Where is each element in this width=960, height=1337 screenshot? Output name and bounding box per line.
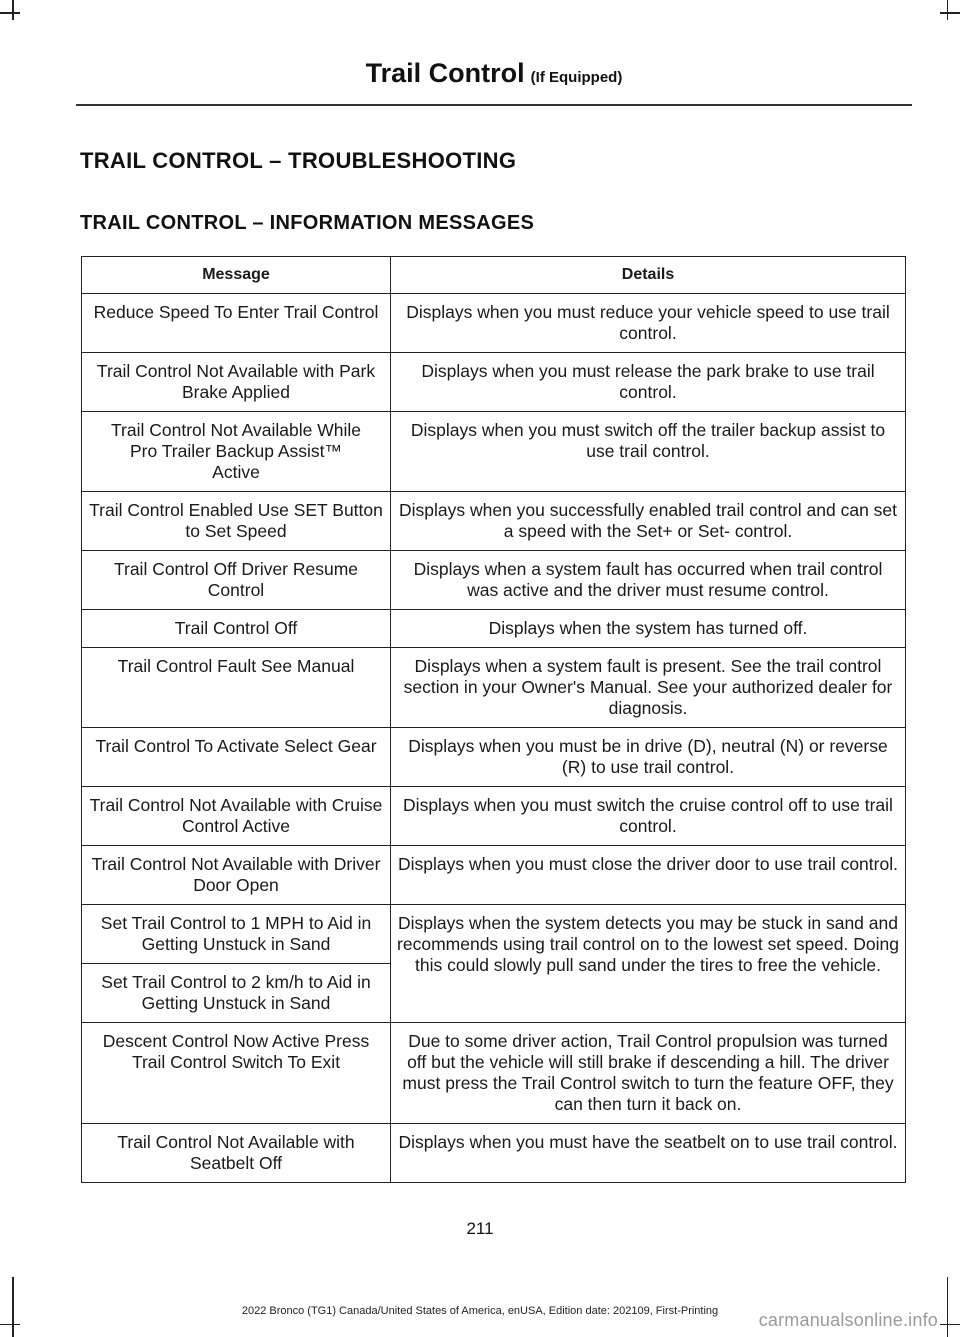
header-title: Trail Control <box>365 58 525 88</box>
table-row <box>82 294 906 353</box>
message-cell: Trail Control Off Driver Resume Control <box>82 551 391 610</box>
details-cell: Displays when you must have the seatbelt on to use trail control. <box>391 1124 906 1183</box>
table-row <box>82 610 906 648</box>
crop-mark-top-right <box>940 12 960 14</box>
details-cell: Displays when you must be in drive (D), neutral (N) or reverse (R) to use trail control. <box>391 728 906 787</box>
details-cell: Displays when you must reduce your vehicle speed to use trail control. <box>391 294 906 353</box>
message-cell: Trail Control To Activate Select Gear <box>82 728 391 787</box>
details-cell: Displays when the system detects you may be stuck in sand and recommends using trail control on to the lowest set speed. Doing this could slowly pull sand under the tires to free the vehicle. <box>391 905 906 1023</box>
details-cell: Displays when you must switch the cruise control off to use trail control. <box>391 787 906 846</box>
table-row <box>82 492 906 551</box>
message-cell: Trail Control Not Available with Driver Door Open <box>82 846 391 905</box>
details-cell: Displays when the system has turned off. <box>391 610 906 648</box>
column-header-details: Details <box>391 257 906 294</box>
page-number: 211 <box>466 1219 494 1238</box>
details-cell: Displays when you must switch off the trailer backup assist to use trail control. <box>391 412 906 492</box>
section-title: TRAIL CONTROL – TROUBLESHOOTING <box>80 148 517 173</box>
details-cell: Displays when a system fault has occurred when trail control was active and the driver must resume control. <box>391 551 906 610</box>
header-rule <box>76 104 912 106</box>
crop-mark-bottom-left <box>0 1324 20 1326</box>
details-cell: Displays when a system fault is present. See the trail control section in your Owner's Manual. See your authorized dealer for diagnosis. <box>391 648 906 728</box>
table-row <box>82 846 906 905</box>
table-row <box>82 728 906 787</box>
table-row <box>82 551 906 610</box>
message-cell: Trail Control Enabled Use SET Button to Set Speed <box>82 492 391 551</box>
crop-mark-top-right <box>947 0 949 20</box>
message-cell: Trail Control Not Available with Seatbelt Off <box>82 1124 391 1183</box>
message-cell: Reduce Speed To Enter Trail Control <box>82 294 391 353</box>
message-cell: Trail Control Not Available While Pro Trailer Backup Assist™ Active <box>82 412 391 492</box>
message-cell: Set Trail Control to 2 km/h to Aid in Getting Unstuck in Sand <box>82 964 391 1023</box>
table-row <box>82 1124 906 1183</box>
crop-mark-top-left <box>12 0 14 20</box>
messages-table <box>81 256 906 1183</box>
column-header-message: Message <box>82 257 391 294</box>
table-row <box>82 648 906 728</box>
message-cell: Trail Control Off <box>82 610 391 648</box>
table-header-row <box>82 257 906 294</box>
subsection-title: TRAIL CONTROL – INFORMATION MESSAGES <box>80 212 535 234</box>
details-cell: Displays when you must release the park brake to use trail control. <box>391 353 906 412</box>
crop-mark-top-left <box>0 12 20 14</box>
details-cell: Due to some driver action, Trail Control propulsion was turned off but the vehicle will still brake if descending a hill. The driver must press the Trail Control switch to turn the feature OFF, they can then turn it back on. <box>391 1023 906 1124</box>
message-cell: Trail Control Not Available with Cruise Control Active <box>82 787 391 846</box>
table-row <box>82 1023 906 1124</box>
table-row <box>82 787 906 846</box>
table-row <box>82 905 906 964</box>
message-cell: Trail Control Fault See Manual <box>82 648 391 728</box>
table-row <box>82 412 906 492</box>
details-cell: Displays when you must close the driver door to use trail control. <box>391 846 906 905</box>
message-cell: Set Trail Control to 1 MPH to Aid in Getting Unstuck in Sand <box>82 905 391 964</box>
message-cell: Descent Control Now Active Press Trail Control Switch To Exit <box>82 1023 391 1124</box>
header-subtitle: (If Equipped) <box>530 69 623 86</box>
footer-text: 2022 Bronco (TG1) Canada/United States of America, enUSA, Edition date: 202109, First-Printing <box>241 1305 719 1317</box>
watermark: carmanualsonline.info <box>758 1310 938 1330</box>
table-row <box>82 353 906 412</box>
message-cell: Trail Control Not Available with Park Brake Applied <box>82 353 391 412</box>
running-header <box>76 58 912 89</box>
details-cell: Displays when you successfully enabled trail control and can set a speed with the Set+ or Set- control. <box>391 492 906 551</box>
crop-mark-bottom-right <box>940 1324 960 1326</box>
